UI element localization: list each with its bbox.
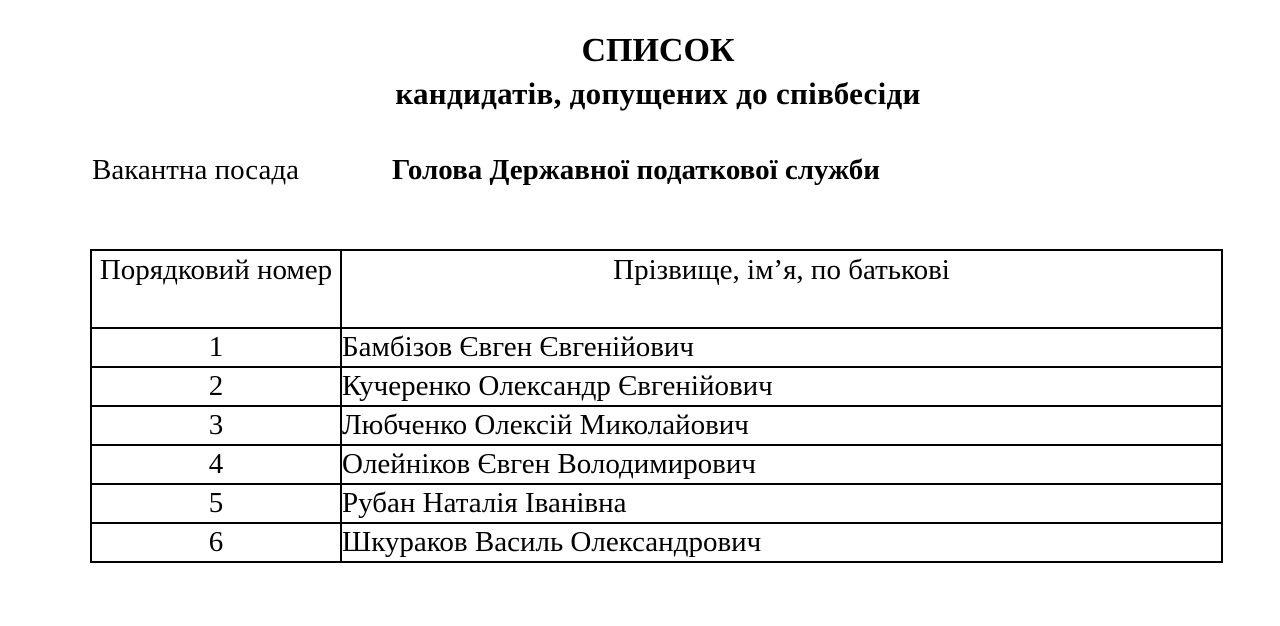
table-row [91, 406, 1222, 445]
row-number: 2 [91, 367, 341, 406]
row-name: Бамбізов Євген Євгенійович [341, 328, 1222, 367]
table-row [91, 484, 1222, 523]
header-name: Прізвище, ім’я, по батькові [341, 250, 1222, 328]
table-row [91, 445, 1222, 484]
table-row [91, 367, 1222, 406]
row-name: Любченко Олексій Миколайович [341, 406, 1222, 445]
table-row [91, 328, 1222, 367]
candidates-table [90, 249, 1223, 563]
row-number: 1 [91, 328, 341, 367]
row-name: Кучеренко Олександр Євгенійович [341, 367, 1222, 406]
vacancy-label: Вакантна посада [92, 154, 300, 186]
row-number: 4 [91, 445, 341, 484]
row-number: 6 [91, 523, 341, 562]
row-name: Шкураков Василь Олександрович [341, 523, 1222, 562]
row-name: Рубан Наталія Іванівна [341, 484, 1222, 523]
row-name: Олейніков Євген Володимирович [341, 445, 1222, 484]
row-number: 3 [91, 406, 341, 445]
table-row [91, 523, 1222, 562]
vacancy-value: Голова Державної податкової служби [392, 154, 881, 186]
header-number: Порядковий номер [91, 250, 341, 328]
page-subtitle: кандидатів, допущених до співбесіди [395, 76, 921, 111]
row-number: 5 [91, 484, 341, 523]
table-header-row [91, 250, 1222, 328]
page-title: СПИСОК [581, 32, 735, 69]
